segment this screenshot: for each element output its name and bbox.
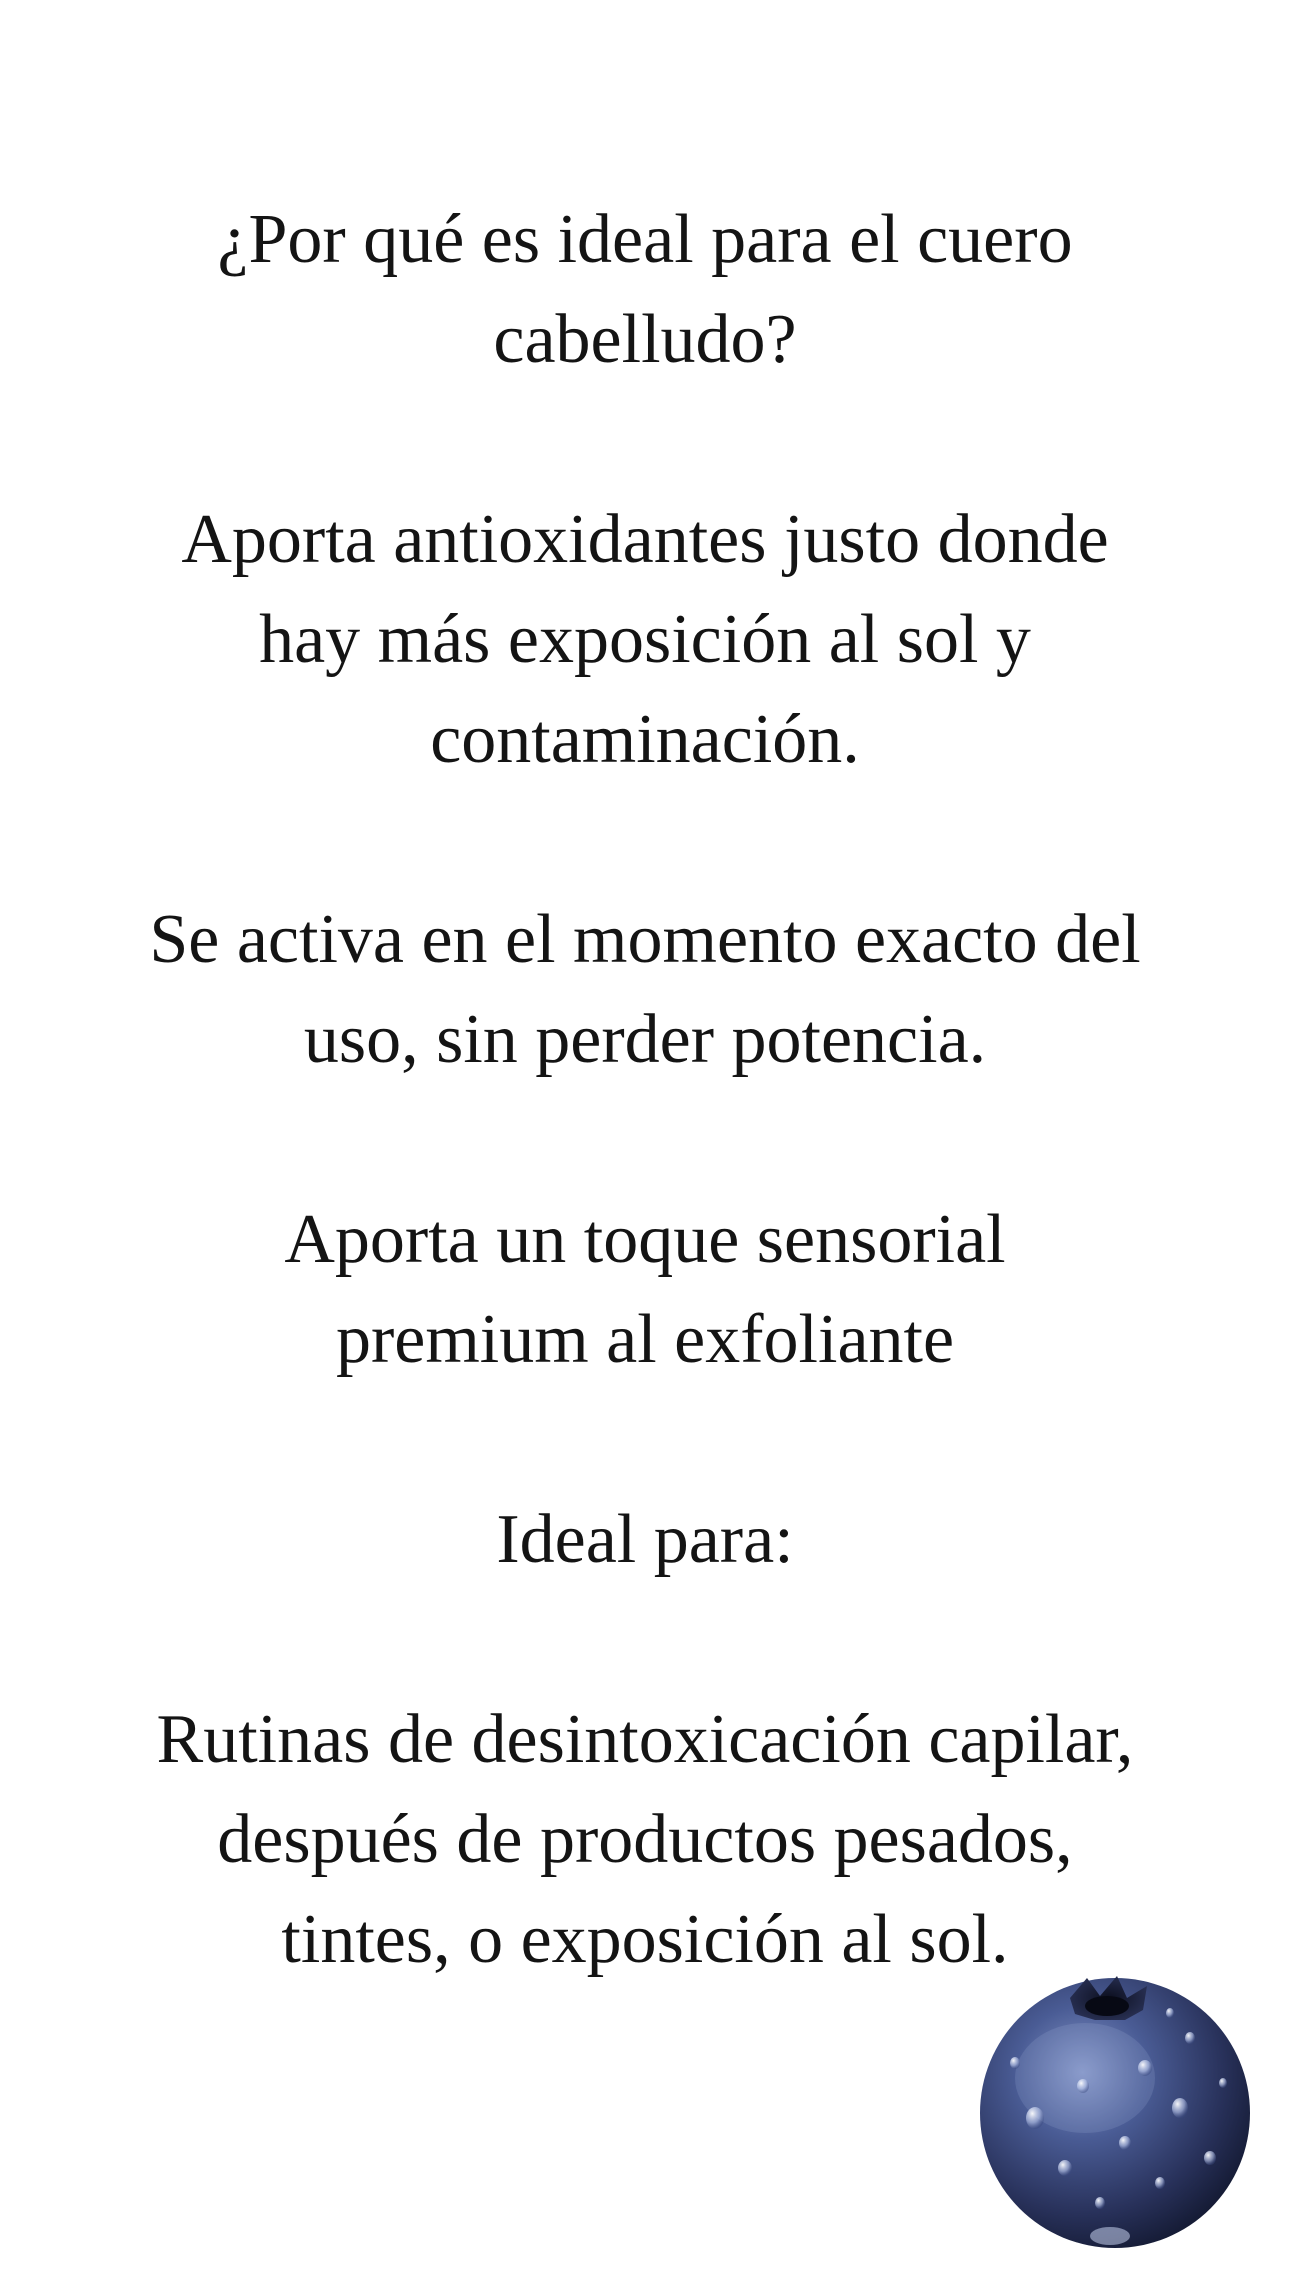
benefit-sensorial xyxy=(0,1190,1290,1390)
text-line: Ideal para: xyxy=(496,1501,794,1578)
text-line: cabelludo? xyxy=(493,301,797,378)
benefit-antioxidants xyxy=(0,490,1290,790)
text-line: tintes, o exposición al sol. xyxy=(281,1901,1009,1978)
text-line: Aporta un toque sensorial xyxy=(284,1201,1006,1278)
blueberry-image xyxy=(975,1968,1255,2253)
text-line: después de productos pesados, xyxy=(217,1801,1073,1878)
heading-question xyxy=(0,190,1290,390)
text-line: Aporta antioxidantes justo donde xyxy=(181,501,1109,578)
benefit-activation xyxy=(0,890,1290,1090)
ideal-for-heading xyxy=(0,1490,1290,1590)
ideal-for-description xyxy=(0,1690,1290,1990)
blueberry-icon xyxy=(975,1968,1255,2253)
text-line: contaminación. xyxy=(430,701,860,778)
text-line: hay más exposición al sol y xyxy=(259,601,1031,678)
text-line: uso, sin perder potencia. xyxy=(303,1001,987,1078)
text-line: ¿Por qué es ideal para el cuero xyxy=(217,201,1073,278)
text-line: Se activa en el momento exacto del xyxy=(149,901,1141,978)
text-line: premium al exfoliante xyxy=(335,1301,955,1378)
text-line: Rutinas de desintoxicación capilar, xyxy=(156,1701,1134,1778)
